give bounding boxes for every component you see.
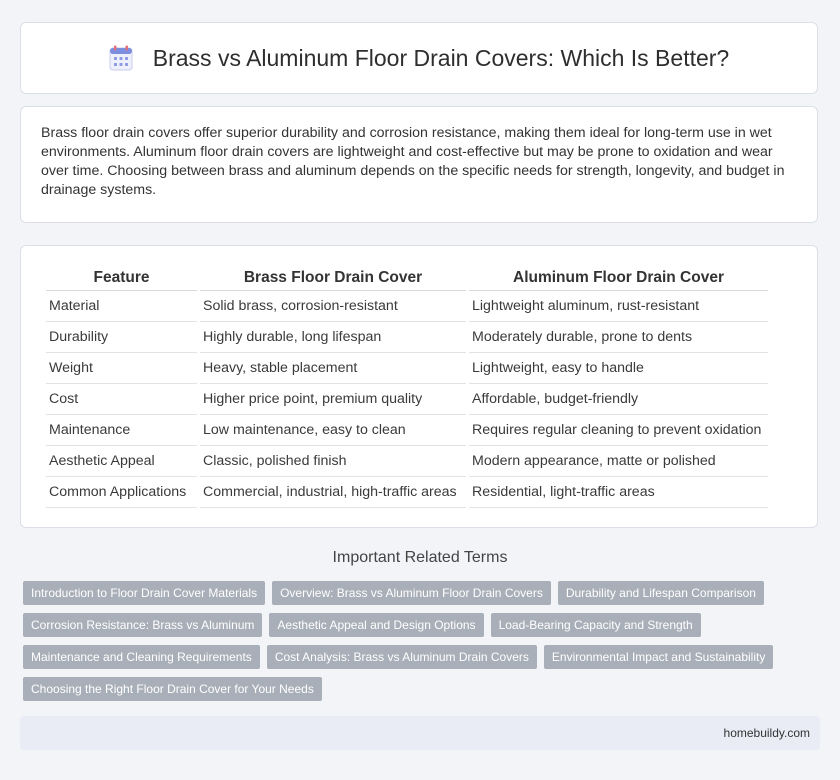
page-title: Brass vs Aluminum Floor Drain Covers: Which Is Better? [152,44,730,71]
cell-brass: Highly durable, long lifespan [200,322,466,353]
table-row [46,322,768,353]
footer-site[interactable]: homebuildy.com [723,726,810,740]
related-tag[interactable]: Environmental Impact and Sustainability [544,645,773,669]
footer [20,716,820,750]
cell-feature: Aesthetic Appeal [46,446,197,477]
table-row [46,291,768,322]
cell-feature: Weight [46,353,197,384]
intro-card [20,106,818,223]
cell-aluminum: Affordable, budget-friendly [469,384,768,415]
related-tag[interactable]: Load-Bearing Capacity and Strength [491,613,701,637]
intro-text: Brass floor drain covers offer superior durability and corrosion resistance, making them ideal for long-term use in wet environments. Aluminum floor drain covers are lightweight and cost-effective but may be prone to oxidation and wear over time. Choosing between brass and aluminum depends on the specific needs for strength, longevity, and budget in drainage systems. [41,125,785,198]
calendar-icon [109,45,133,71]
cell-aluminum: Moderately durable, prone to dents [469,322,768,353]
related-tag[interactable]: Durability and Lifespan Comparison [558,581,764,605]
table-row [46,353,768,384]
header-feature: Feature [46,266,197,291]
related-tag[interactable]: Aesthetic Appeal and Design Options [269,613,483,637]
cell-brass: Classic, polished finish [200,446,466,477]
cell-feature: Cost [46,384,197,415]
cell-aluminum: Lightweight aluminum, rust-resistant [469,291,768,322]
related-tag[interactable]: Cost Analysis: Brass vs Aluminum Drain Covers [267,645,537,669]
comparison-table [43,266,771,508]
related-tag[interactable]: Introduction to Floor Drain Cover Materials [23,581,265,605]
cell-brass: Heavy, stable placement [200,353,466,384]
related-tags [23,581,803,701]
table-row [46,415,768,446]
cell-feature: Maintenance [46,415,197,446]
related-tag[interactable]: Maintenance and Cleaning Requirements [23,645,260,669]
related-tag[interactable]: Corrosion Resistance: Brass vs Aluminum [23,613,262,637]
cell-aluminum: Residential, light-traffic areas [469,477,768,508]
table-row [46,384,768,415]
cell-feature: Common Applications [46,477,197,508]
comparison-card [20,245,818,528]
table-header-row [46,266,768,291]
related-tag[interactable]: Choosing the Right Floor Drain Cover for Your Needs [23,677,322,701]
cell-brass: Low maintenance, easy to clean [200,415,466,446]
cell-brass: Higher price point, premium quality [200,384,466,415]
table-row [46,446,768,477]
cell-feature: Material [46,291,197,322]
header-card [20,22,818,94]
header-aluminum: Aluminum Floor Drain Cover [469,266,768,291]
table-row [46,477,768,508]
cell-aluminum: Requires regular cleaning to prevent oxidation [469,415,768,446]
cell-aluminum: Modern appearance, matte or polished [469,446,768,477]
cell-feature: Durability [46,322,197,353]
related-terms-title: Important Related Terms [332,549,508,566]
header-brass: Brass Floor Drain Cover [200,266,466,291]
related-tag[interactable]: Overview: Brass vs Aluminum Floor Drain Covers [272,581,551,605]
cell-aluminum: Lightweight, easy to handle [469,353,768,384]
cell-brass: Solid brass, corrosion-resistant [200,291,466,322]
cell-brass: Commercial, industrial, high-traffic areas [200,477,466,508]
